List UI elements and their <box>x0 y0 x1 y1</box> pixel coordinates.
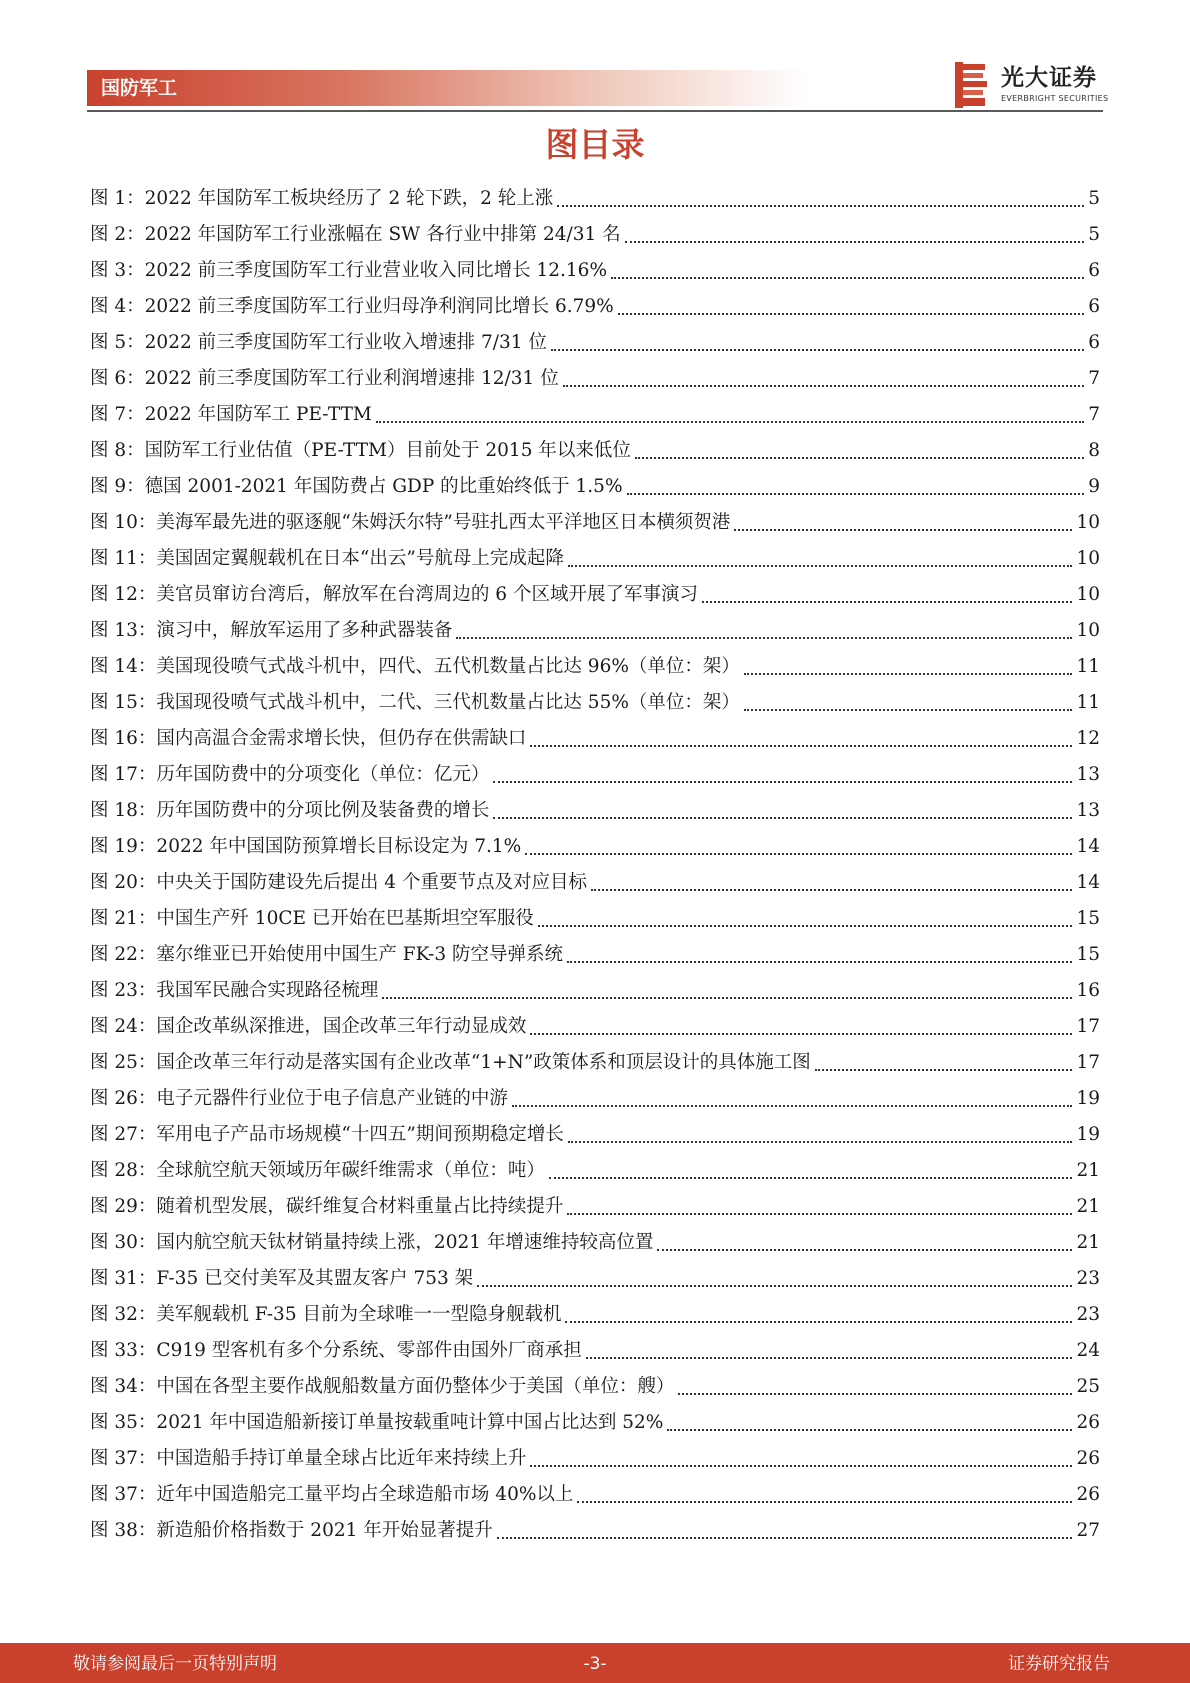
toc-entry[interactable] <box>90 289 1100 325</box>
toc-dot-leader <box>376 421 1084 423</box>
toc-entry-page: 13 <box>1076 764 1100 785</box>
toc-entry-page: 10 <box>1076 548 1100 569</box>
toc-entry[interactable] <box>90 433 1100 469</box>
toc-entry[interactable] <box>90 1297 1100 1333</box>
toc-entry-page: 16 <box>1076 980 1100 1001</box>
toc-dot-leader <box>456 637 1072 639</box>
toc-entry[interactable] <box>90 1045 1100 1081</box>
toc-entry[interactable] <box>90 1189 1100 1225</box>
toc-entry[interactable] <box>90 865 1100 901</box>
toc-entry-page: 21 <box>1076 1232 1100 1253</box>
toc-dot-leader <box>744 709 1073 711</box>
toc-dot-leader <box>657 1249 1072 1251</box>
toc-entry-label: 图 20：中央关于国防建设先后提出 4 个重要节点及对应目标 <box>90 872 587 893</box>
toc-entry-page: 7 <box>1088 368 1100 389</box>
toc-dot-leader <box>734 529 1072 531</box>
toc-dot-leader <box>635 457 1084 459</box>
toc-entry-page: 17 <box>1076 1052 1100 1073</box>
header-divider <box>87 110 1103 112</box>
toc-entry-label: 图 8：国防军工行业估值（PE-TTM）目前处于 2015 年以来低位 <box>90 440 631 461</box>
toc-entry-label: 图 4：2022 前三季度国防军工行业归母净利润同比增长 6.79% <box>90 296 614 317</box>
toc-entry-page: 19 <box>1076 1088 1100 1109</box>
toc-entry-label: 图 13：演习中，解放军运用了多种武器装备 <box>90 620 453 641</box>
page-number: -3- <box>583 1654 607 1674</box>
toc-entry[interactable] <box>90 1153 1100 1189</box>
toc-dot-leader <box>530 1033 1072 1035</box>
toc-entry[interactable] <box>90 829 1100 865</box>
toc-dot-leader <box>512 1105 1073 1107</box>
toc-entry[interactable] <box>90 937 1100 973</box>
toc-entry-label: 图 22：塞尔维亚已开始使用中国生产 FK-3 防空导弹系统 <box>90 944 564 965</box>
toc-entry-page: 13 <box>1076 800 1100 821</box>
toc-dot-leader <box>586 1357 1073 1359</box>
logo-name-en: EVERBRIGHT SECURITIES <box>1001 94 1109 103</box>
toc-entry-page: 9 <box>1088 476 1100 497</box>
toc-entry-page: 19 <box>1076 1124 1100 1145</box>
toc-entry-label: 图 16：国内高温合金需求增长快，但仍存在供需缺口 <box>90 728 527 749</box>
toc-entry-label: 图 19：2022 年中国国防预算增长目标设定为 7.1% <box>90 836 522 857</box>
toc-entry[interactable] <box>90 721 1100 757</box>
toc-entry-page: 17 <box>1076 1016 1100 1037</box>
toc-entry[interactable] <box>90 1513 1100 1549</box>
toc-entry-label: 图 23：我国军民融合实现路径梳理 <box>90 980 379 1001</box>
footer-doc-type: 证券研究报告 <box>1008 1654 1110 1674</box>
toc-entry[interactable] <box>90 253 1100 289</box>
toc-entry-label: 图 11：美国固定翼舰载机在日本“出云”号航母上完成起降 <box>90 548 564 569</box>
toc-entry-page: 10 <box>1076 512 1100 533</box>
toc-entry-page: 11 <box>1076 692 1100 713</box>
toc-entry-label: 图 28：全球航空航天领域历年碳纤维需求（单位：吨） <box>90 1160 545 1181</box>
toc-entry[interactable] <box>90 1261 1100 1297</box>
toc-entry[interactable] <box>90 217 1100 253</box>
toc-entry[interactable] <box>90 1081 1100 1117</box>
toc-dot-leader <box>627 493 1085 495</box>
toc-dot-leader <box>549 1177 1073 1179</box>
toc-entry-page: 14 <box>1076 872 1100 893</box>
toc-entry-page: 15 <box>1076 908 1100 929</box>
toc-entry[interactable] <box>90 1441 1100 1477</box>
toc-entry-page: 26 <box>1076 1412 1100 1433</box>
toc-entry-page: 25 <box>1076 1376 1100 1397</box>
toc-entry-page: 27 <box>1076 1520 1100 1541</box>
toc-entry-label: 图 24：国企改革纵深推进，国企改革三年行动显成效 <box>90 1016 527 1037</box>
toc-entry[interactable] <box>90 1477 1100 1513</box>
toc-entry-label: 图 18：历年国防费中的分项比例及装备费的增长 <box>90 800 490 821</box>
figure-toc-list <box>90 181 1100 1549</box>
toc-entry[interactable] <box>90 1009 1100 1045</box>
toc-dot-leader <box>567 1213 1072 1215</box>
toc-dot-leader <box>382 997 1072 999</box>
toc-entry-page: 6 <box>1088 296 1100 317</box>
toc-dot-leader <box>493 781 1072 783</box>
toc-entry-page: 21 <box>1076 1160 1100 1181</box>
toc-entry-page: 14 <box>1076 836 1100 857</box>
section-title: 国防军工 <box>101 77 178 99</box>
toc-entry-page: 8 <box>1088 440 1100 461</box>
toc-entry-label: 图 7：2022 年国防军工 PE-TTM <box>90 404 372 425</box>
toc-entry-label: 图 38：新造船价格指数于 2021 年开始显著提升 <box>90 1520 493 1541</box>
toc-entry-label: 图 1：2022 年国防军工板块经历了 2 轮下跌，2 轮上涨 <box>90 188 554 209</box>
toc-entry[interactable] <box>90 397 1100 433</box>
toc-entry-page: 10 <box>1076 620 1100 641</box>
toc-dot-leader <box>567 961 1072 963</box>
toc-dot-leader <box>497 1537 1073 1539</box>
toc-entry-label: 图 12：美官员窜访台湾后，解放军在台湾周边的 6 个区域开展了军事演习 <box>90 584 698 605</box>
toc-entry[interactable] <box>90 685 1100 721</box>
toc-entry[interactable] <box>90 1225 1100 1261</box>
toc-entry-label: 图 14：美国现役喷气式战斗机中，四代、五代机数量占比达 96%（单位：架） <box>90 656 740 677</box>
toc-dot-leader <box>678 1393 1072 1395</box>
toc-entry[interactable] <box>90 181 1100 217</box>
toc-entry-page: 5 <box>1088 188 1100 209</box>
toc-entry-label: 图 21：中国生产歼 10CE 已开始在巴基斯坦空军服役 <box>90 908 534 929</box>
toc-dot-leader <box>568 565 1073 567</box>
toc-dot-leader <box>565 1321 1072 1323</box>
toc-entry-page: 6 <box>1088 260 1100 281</box>
toc-entry-page: 24 <box>1076 1340 1100 1361</box>
toc-entry-label: 图 5：2022 前三季度国防军工行业收入增速排 7/31 位 <box>90 332 547 353</box>
toc-entry-page: 5 <box>1088 224 1100 245</box>
toc-entry-page: 11 <box>1076 656 1100 677</box>
toc-entry-label: 图 31：F-35 已交付美军及其盟友客户 753 架 <box>90 1268 474 1289</box>
toc-entry-page: 12 <box>1076 728 1100 749</box>
toc-entry-label: 图 37：中国造船手持订单量全球占比近年来持续上升 <box>90 1448 527 1469</box>
toc-entry[interactable] <box>90 1333 1100 1369</box>
toc-entry-label: 图 17：历年国防费中的分项变化（单位：亿元） <box>90 764 490 785</box>
toc-dot-leader <box>538 925 1073 927</box>
toc-dot-leader <box>530 1465 1072 1467</box>
toc-dot-leader <box>493 817 1072 819</box>
toc-dot-leader <box>667 1429 1072 1431</box>
toc-entry[interactable] <box>90 1369 1100 1405</box>
toc-entry[interactable] <box>90 469 1100 505</box>
toc-dot-leader <box>525 853 1072 855</box>
company-logo <box>955 62 1109 110</box>
toc-dot-leader <box>530 745 1072 747</box>
toc-entry-label: 图 2：2022 年国防军工行业涨幅在 SW 各行业中排第 24/31 名 <box>90 224 621 245</box>
toc-entry[interactable] <box>90 973 1100 1009</box>
toc-entry[interactable] <box>90 757 1100 793</box>
toc-dot-leader <box>611 277 1084 279</box>
toc-dot-leader <box>563 385 1085 387</box>
toc-entry-page: 26 <box>1076 1484 1100 1505</box>
footer-disclaimer: 敬请参阅最后一页特别声明 <box>73 1654 277 1674</box>
toc-entry[interactable] <box>90 1405 1100 1441</box>
toc-entry[interactable] <box>90 1117 1100 1153</box>
toc-dot-leader <box>568 1141 1073 1143</box>
toc-entry-label: 图 3：2022 前三季度国防军工行业营业收入同比增长 12.16% <box>90 260 608 281</box>
toc-entry[interactable] <box>90 649 1100 685</box>
toc-dot-leader <box>577 1501 1072 1503</box>
toc-entry[interactable] <box>90 901 1100 937</box>
toc-entry-label: 图 35：2021 年中国造船新接订单量按载重吨计算中国占比达到 52% <box>90 1412 664 1433</box>
toc-entry-page: 7 <box>1088 404 1100 425</box>
toc-entry-page: 6 <box>1088 332 1100 353</box>
toc-dot-leader <box>744 673 1073 675</box>
toc-dot-leader <box>815 1069 1073 1071</box>
toc-entry-label: 图 34：中国在各型主要作战舰船数量方面仍整体少于美国（单位：艘） <box>90 1376 675 1397</box>
toc-entry-label: 图 30：国内航空航天钛材销量持续上涨，2021 年增速维持较高位置 <box>90 1232 654 1253</box>
toc-entry-page: 15 <box>1076 944 1100 965</box>
toc-entry[interactable] <box>90 325 1100 361</box>
toc-entry-page: 10 <box>1076 584 1100 605</box>
toc-entry[interactable] <box>90 505 1100 541</box>
toc-dot-leader <box>591 889 1072 891</box>
toc-entry-label: 图 9：德国 2001-2021 年国防费占 GDP 的比重始终低于 1.5% <box>90 476 623 497</box>
toc-entry-label: 图 29：随着机型发展，碳纤维复合材料重量占比持续提升 <box>90 1196 564 1217</box>
everbright-logo-icon <box>955 62 987 108</box>
toc-entry-label: 图 37：近年中国造船完工量平均占全球造船市场 40%以上 <box>90 1484 574 1505</box>
toc-dot-leader <box>477 1285 1072 1287</box>
page-title: 图目录 <box>545 125 645 164</box>
toc-entry-page: 21 <box>1076 1196 1100 1217</box>
toc-entry-label: 图 10：美海军最先进的驱逐舰“朱姆沃尔特”号驻扎西太平洋地区日本横须贺港 <box>90 512 731 533</box>
toc-entry-page: 26 <box>1076 1448 1100 1469</box>
toc-dot-leader <box>557 205 1084 207</box>
toc-entry-label: 图 26：电子元器件行业位于电子信息产业链的中游 <box>90 1088 508 1109</box>
toc-entry-label: 图 33：C919 型客机有多个分系统、零部件由国外厂商承担 <box>90 1340 582 1361</box>
toc-entry[interactable] <box>90 613 1100 649</box>
toc-entry-label: 图 6：2022 前三季度国防军工行业利润增速排 12/31 位 <box>90 368 559 389</box>
toc-entry[interactable] <box>90 541 1100 577</box>
toc-entry-label: 图 32：美军舰载机 F-35 目前为全球唯一一型隐身舰载机 <box>90 1304 562 1325</box>
header-band <box>87 70 807 106</box>
toc-dot-leader <box>551 349 1084 351</box>
toc-entry-label: 图 25：国企改革三年行动是落实国有企业改革“1+N”政策体系和顶层设计的具体施工图 <box>90 1052 811 1073</box>
toc-entry-page: 23 <box>1076 1268 1100 1289</box>
toc-entry[interactable] <box>90 361 1100 397</box>
toc-entry[interactable] <box>90 793 1100 829</box>
toc-dot-leader <box>625 241 1085 243</box>
toc-entry-page: 23 <box>1076 1304 1100 1325</box>
toc-dot-leader <box>702 601 1072 603</box>
toc-dot-leader <box>618 313 1084 315</box>
logo-name-cn: 光大证券 <box>1001 65 1097 91</box>
toc-entry[interactable] <box>90 577 1100 613</box>
toc-entry-label: 图 27：军用电子产品市场规模“十四五”期间预期稳定增长 <box>90 1124 564 1145</box>
toc-entry-label: 图 15：我国现役喷气式战斗机中，二代、三代机数量占比达 55%（单位：架） <box>90 692 740 713</box>
